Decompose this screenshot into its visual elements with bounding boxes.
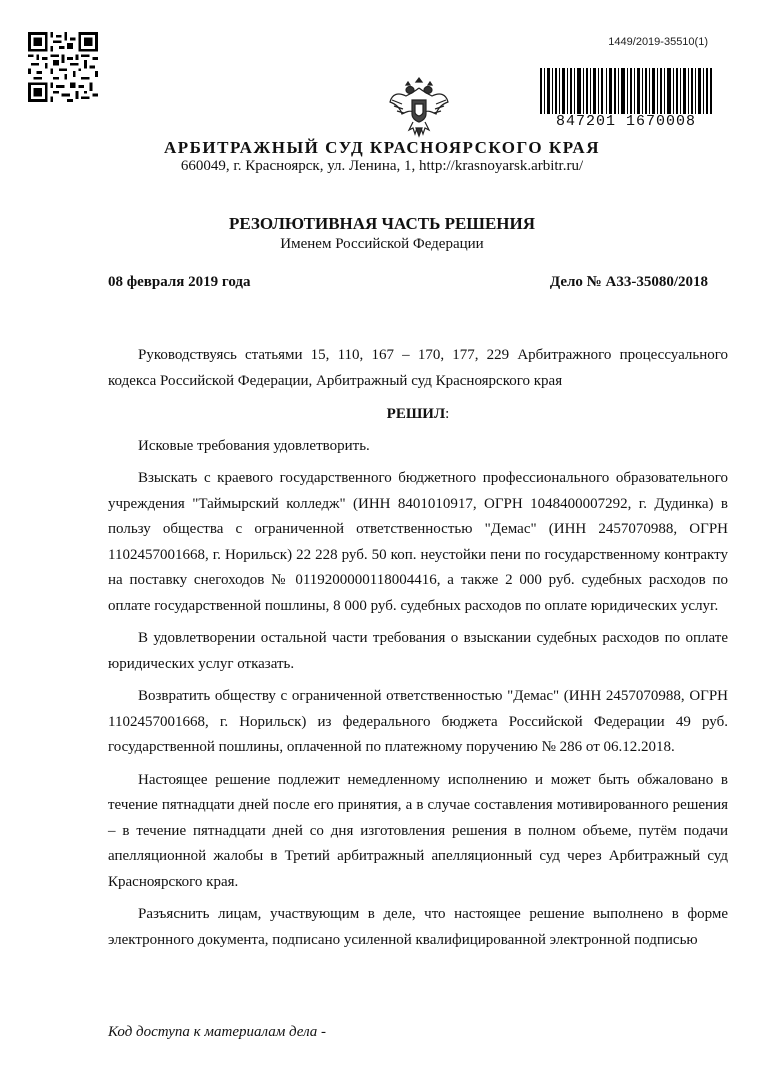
decision-date: 08 февраля 2019 года <box>108 274 251 290</box>
case-number: Дело № А33-35080/2018 <box>549 274 708 290</box>
paragraph-appeal: Настоящее решение подлежит немедленному исполнению и может быть обжаловано в течение пятнадцати дней после его принятия, а в случае составления мотивированного решения – в течение пятнадцати дней со дня изготовления решения в полном объеме, путём подачи апелляционной жалобы в Третий арбитражный апелляционный суд через Арбитражный суд Красноярского края. <box>108 771 728 890</box>
decided-colon: : <box>445 406 450 422</box>
barcode-number: 847201 1670008 <box>540 114 712 130</box>
paragraph-refusal: В удовлетворении остальной части требования о взыскании судебных расходов по оплате юридических услуг отказать. <box>108 630 728 672</box>
court-name: АРБИТРАЖНЫЙ СУД КРАСНОЯРСКОГО КРАЯ <box>164 138 600 157</box>
decided-label: РЕШИЛ <box>386 406 446 422</box>
paragraph-claims-satisfied: Исковые требования удовлетворить. <box>138 437 370 454</box>
document-subtitle: Именем Российской Федерации <box>280 236 484 252</box>
paragraph-refund: Возвратить обществу с ограниченной ответственностью "Демас" (ИНН 2457070988, ОГРН 1102457001668, г. Норильск) из федерального бюджета Российской Федерации 49 руб. государственной пошлины, оплаченной по платежному поручению № 286 от 06.12.2018. <box>108 688 728 755</box>
paragraph-recovery: Взыскать с краевого государственного бюджетного профессионального образовательного учреждения "Таймырский колледж" (ИНН 8401010917, ОГРН 1048400007292, г. Дудинка) в пользу общества с ограниченной ответственностью "Демас" (ИНН 2457070988, ОГРН 1102457001668, г. Норильск) 22 228 руб. 50 коп. неустойки пени по государственному контракту на поставку снегоходов № 0119200000118004416, а также 2 000 руб. судебных расходов по оплате государственной пошлины, 8 000 руб. судебных расходов по оплате юридических услуг. <box>108 470 728 614</box>
qr-code <box>28 32 98 102</box>
decided-heading <box>108 402 728 428</box>
decision-body <box>108 343 728 953</box>
document-id: 1449/2019-35510(1) <box>608 36 708 48</box>
intro-paragraph: Руководствуясь статьями 15, 110, 167 – 170, 177, 229 Арбитражного процессуального кодекса Российской Федерации, Арбитражный суд Красноярского края <box>108 347 728 389</box>
paragraph-electronic-form: Разъяснить лицам, участвующим в деле, что настоящее решение выполнено в форме электронного документа, подписано усиленной квалифицированной электронной подписью <box>108 906 728 948</box>
access-code-label: Код доступа к материалам дела - <box>108 1024 327 1040</box>
barcode <box>540 68 712 128</box>
court-address: 660049, г. Красноярск, ул. Ленина, 1, http://krasnoyarsk.arbitr.ru/ <box>180 158 584 174</box>
document-title: РЕЗОЛЮТИВНАЯ ЧАСТЬ РЕШЕНИЯ <box>228 214 536 233</box>
coat-of-arms-icon <box>388 72 450 138</box>
